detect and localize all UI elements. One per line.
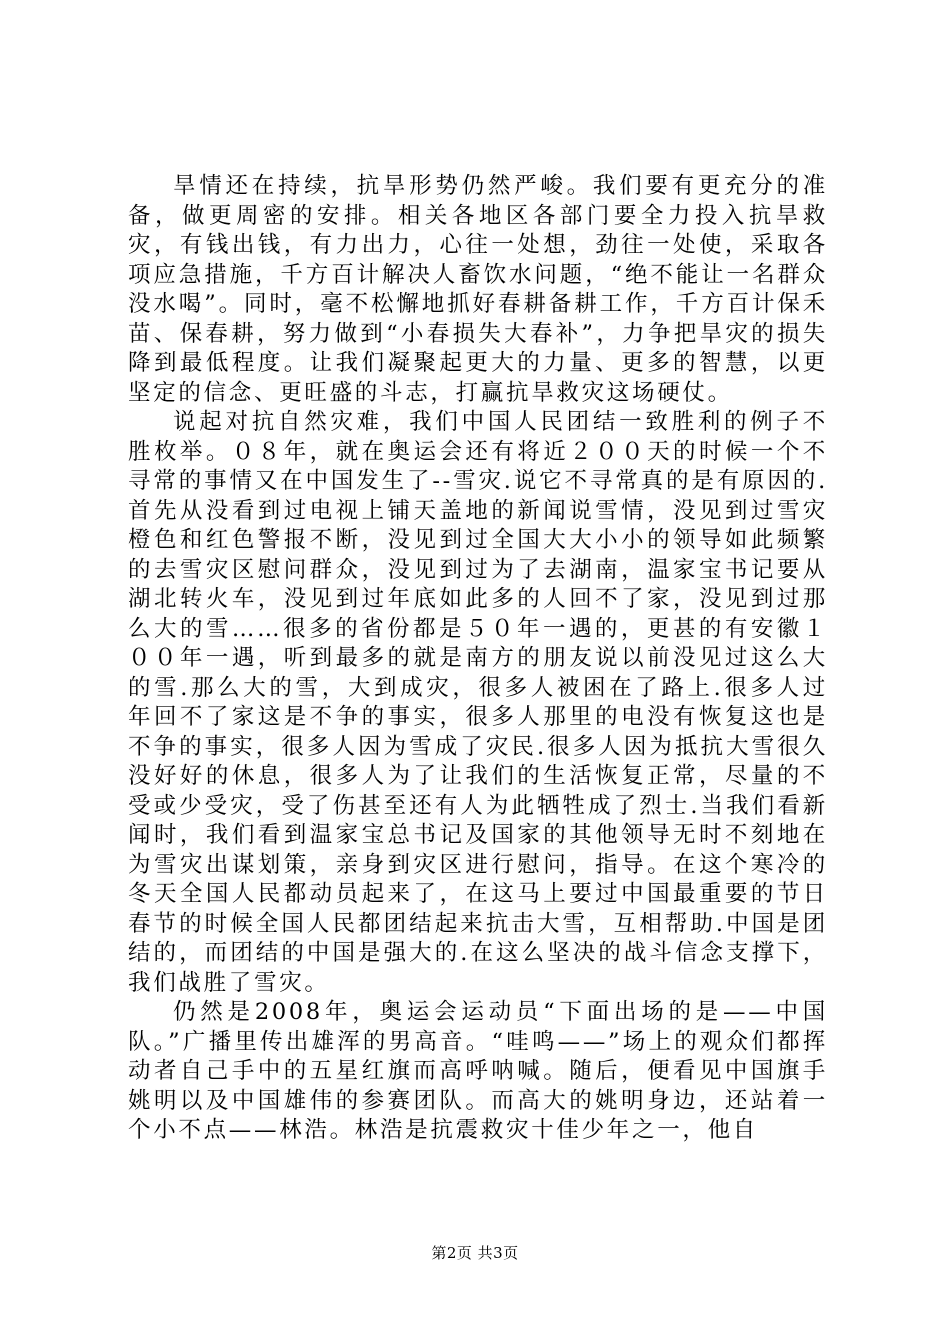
paragraph-drought: 旱情还在持续，抗旱形势仍然严峻。我们要有更充分的准备，做更周密的安排。相关各地区各部门要全力投入抗旱救灾，有钱出钱，有力出力，心往一处想，劲往一处使，采取各项应急措施，千方百计解决人畜饮水问题，“绝不能让一名群众没水喝”。同时，毫不松懈地抓好春耕备耕工作，千方百计保禾苗、保春耕，努力做到“小春损失大春补”，力争把旱灾的损失降到最低程度。让我们凝聚起更大的力量、更多的智慧，以更坚定的信念、更旺盛的斗志，打赢抗旱救灾这场硬仗。 xyxy=(128,173,828,406)
page-footer: 第2页 共3页 xyxy=(431,1244,519,1262)
paragraph-olympics: 仍然是2008年，奥运会运动员“下面出场的是——中国队。”广播里传出雄浑的男高音。“哇鸣——”场上的观众们都挥动者自己手中的五星红旗而高呼呐喊。随后，便看见中国旗手姚明以及中国雄伟的参赛团队。而高大的姚明身边，还站着一个小不点——林浩。林浩是抗震救灾十佳少年之一，他自 xyxy=(128,999,828,1143)
paragraph-snow-disaster: 说起对抗自然灾难，我们中国人民团结一致胜利的例子不胜枚举。０８年，就在奥运会还有将近２００天的时候一个不寻常的事情又在中国发生了--雪灾.说它不寻常真的是有原因的.首先从没看到过电视上铺天盖地的新闻说雪情，没见到过雪灾橙色和红色警报不断，没见到过全国大大小小的领导如此频繁的去雪灾区慰问群众，没见到过为了去湖南，温家宝书记要从湖北转火车，没见到过年底如此多的人回不了家，没见到过那么大的雪……很多的省份都是５０年一遇的，更甚的有安徽１００年一遇，听到最多的就是南方的朋友说以前没见过这么大的雪.那么大的雪，大到成灾，很多人被困在了路上.很多人过年回不了家这是不争的事实，很多人那里的电没有恢复这也是不争的事实，很多人因为雪成了灾民.很多人因为抵抗大雪很久没好好的休息，很多人为了让我们的生活恢复正常，尽量的不受或少受灾，受了伤甚至还有人为此牺牲成了烈士.当我们看新闻时，我们看到温家宝总书记及国家的其他领导无时不刻地在为雪灾出谋划策，亲身到灾区进行慰问，指导。在这个寒冷的冬天全国人民都动员起来了，在这马上要过中国最重要的节日春节的时候全国人民都团结起来抗击大雪，互相帮助.中国是团结的，而团结的中国是强大的.在这么坚决的战斗信念支撑下，我们战胜了雪灾。 xyxy=(128,409,828,996)
document-body xyxy=(128,172,828,1146)
